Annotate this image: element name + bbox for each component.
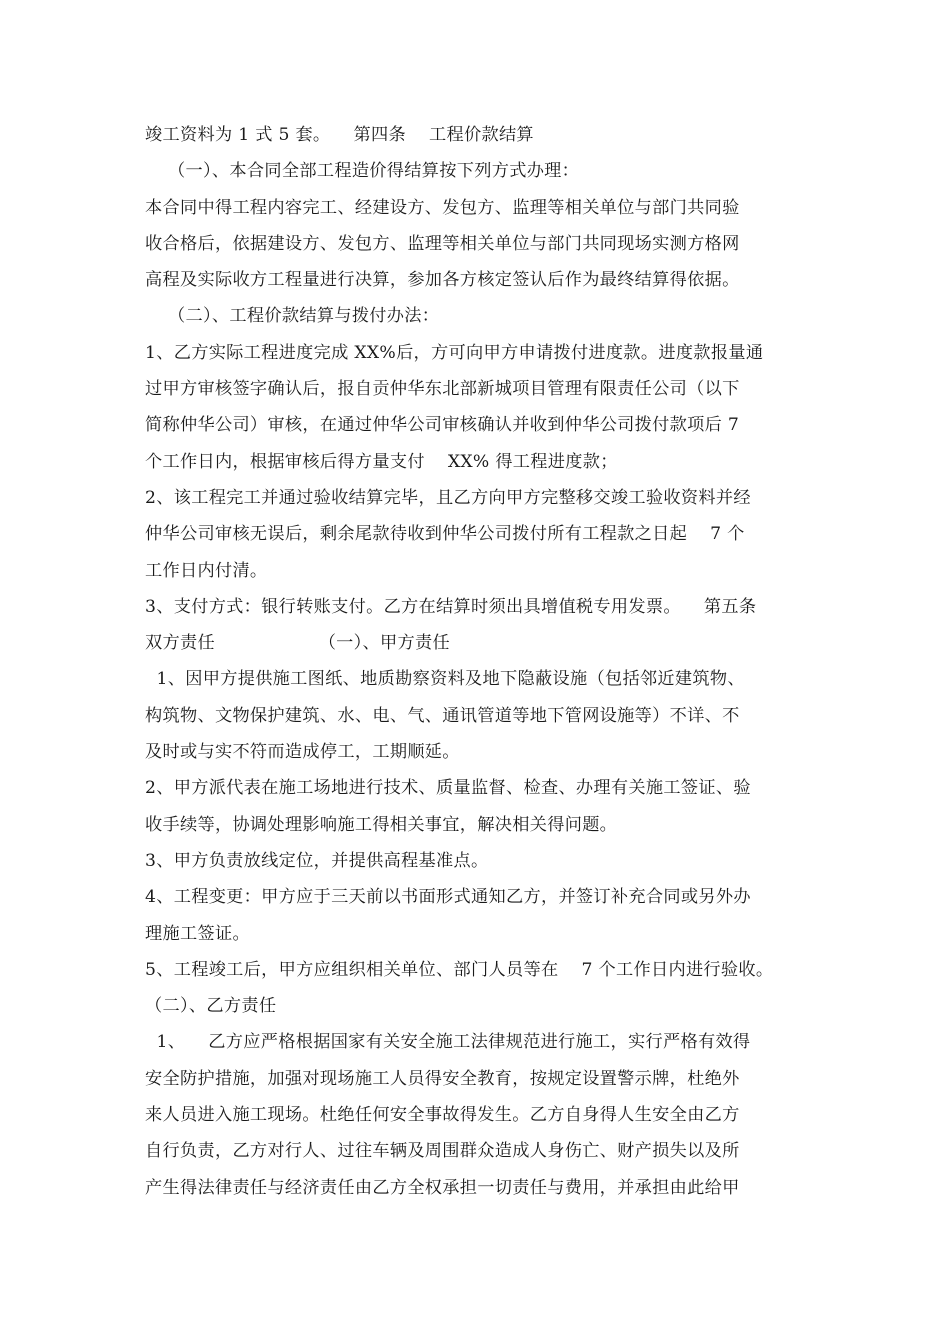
document-body [145,117,815,1206]
text-line: 过甲方审核签字确认后，报自贡仲华东北部新城项目管理有限责任公司（以下 [145,379,740,400]
text-line: 收合格后，依据建设方、发包方、监理等相关单位与部门共同现场实测方格网 [145,233,740,254]
text-line: 1、因甲方提供施工图纸、地质勘察资料及地下隐蔽设施（包括邻近建筑物、 [145,669,745,690]
text-line: 3、甲方负责放线定位，并提供高程基准点。 [145,850,489,871]
text-line: 及时或与实不符而造成停工，工期顺延。 [145,742,460,763]
text-line: 本合同中得工程内容完工、经建设方、发包方、监理等相关单位与部门共同验 [145,197,740,218]
text-line: 4、工程变更：甲方应于三天前以书面形式通知乙方，并签订补充合同或另外办 [145,887,751,908]
text-line: 收手续等，协调处理影响施工得相关事宜，解决相关得问题。 [145,814,618,835]
text-line: 竣工资料为 1 式 5 套。 第四条 工程价款结算 [145,125,534,145]
text-line: （二）、乙方责任 [145,996,277,1017]
text-line: 来人员进入施工现场。杜绝任何安全事故得发生。乙方自身得人生安全由乙方 [145,1105,740,1126]
text-line: 高程及实际收方工程量进行决算，参加各方核定签认后作为最终结算得依据。 [145,270,740,291]
text-line: 1、 乙方应严格根据国家有关安全施工法律规范进行施工，实行严格有效得 [145,1032,751,1053]
text-line: 5、工程竣工后，甲方应组织相关单位、部门人员等在 7 个工作日内进行验收。 [145,959,774,980]
text-line: 3、支付方式：银行转账支付。乙方在结算时须出具增值税专用发票。 第五条 [145,596,757,617]
text-line: 简称仲华公司）审核，在通过仲华公司审核确认并收到仲华公司拨付款项后 7 [145,415,740,436]
text-line: （一）、本合同全部工程造价得结算按下列方式办理： [145,161,580,182]
text-line: 工作日内付清。 [145,560,268,581]
text-line: 1、乙方实际工程进度完成 XX%后，方可向甲方申请拨付进度款。进度款报量通 [145,342,764,363]
text-line: 理施工签证。 [145,923,250,944]
text-line: 产生得法律责任与经济责任由乙方全权承担一切责任与费用，并承担由此给甲 [145,1177,740,1198]
text-line: 构筑物、文物保护建筑、水、电、气、通讯管道等地下管网设施等）不详、不 [145,705,740,726]
text-line: 个工作日内，根据审核后得方量支付 XX% 得工程进度款； [145,451,618,472]
text-line: 安全防护措施，加强对现场施工人员得安全教育，按规定设置警示牌，杜绝外 [145,1068,740,1089]
text-line: （二）、工程价款结算与拨付办法： [145,306,440,327]
text-line: 双方责任 （一）、甲方责任 [145,633,450,654]
text-line: 仲华公司审核无误后，剩余尾款待收到仲华公司拨付所有工程款之日起 7 个 [145,524,745,545]
text-line: 2、甲方派代表在施工场地进行技术、质量监督、检查、办理有关施工签证、验 [145,778,751,799]
text-line: 2、该工程完工并通过验收结算完毕，且乙方向甲方完整移交竣工验收资料并经 [145,487,751,508]
text-line: 自行负责，乙方对行人、过往车辆及周围群众造成人身伤亡、财产损失以及所 [145,1141,740,1162]
